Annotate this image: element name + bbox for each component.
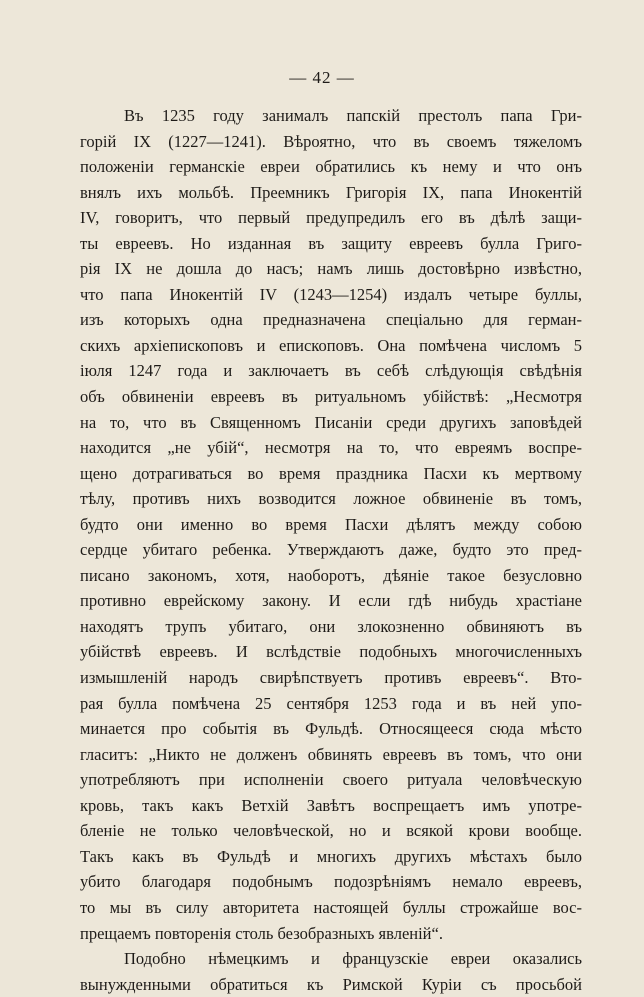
- text-line: Такъ какъ въ Фульдѣ и многихъ другихъ мѣстахъ было: [80, 846, 582, 866]
- text-line: сердце убитаго ребенка. Утверждаютъ даже, будто это пред-: [80, 540, 582, 560]
- text-line: изъ которыхъ одна предназначена спеціально для герман-: [80, 310, 582, 330]
- text-line: будто они именно во время Пасхи дѣлятъ между собою: [80, 514, 582, 534]
- text-line: писано закономъ, хотя, наоборотъ, дѣяніе такое безусловно: [80, 565, 582, 585]
- text-line: рая булла помѣчена 25 сентября 1253 года и въ ней упо-: [80, 693, 582, 713]
- text-line: употребляютъ при исполненіи своего ритуала человѣческую: [80, 770, 582, 790]
- text-line: то мы въ силу авторитета настоящей буллы строжайше вос-: [80, 897, 582, 917]
- text-line: внялъ ихъ мольбѣ. Преемникъ Григорія IX, папа Инокентій: [80, 182, 582, 202]
- text-line: бленіе не только человѣческой, но и всякой крови вообще.: [80, 821, 582, 841]
- text-line: тѣлу, противъ нихъ возводится ложное обвиненіе въ томъ,: [80, 489, 582, 509]
- body-text: [80, 103, 582, 997]
- text-line: щено дотрагиваться во время праздника Пасхи къ мертвому: [80, 463, 582, 483]
- text-line: находится „не убій“, несмотря на то, что евреямъ воспре-: [80, 438, 582, 458]
- text-line: скихъ архіепископовъ и епископовъ. Она помѣчена числомъ 5: [80, 335, 582, 355]
- page-number: — 42 —: [289, 68, 355, 87]
- text-line: измышленій народъ свирѣпствуетъ противъ евреевъ“. Вто-: [80, 668, 582, 688]
- text-line: находятъ трупъ убитаго, они злокозненно обвиняютъ въ: [80, 616, 582, 636]
- text-line: на то, что въ Священномъ Писаніи среди другихъ заповѣдей: [80, 412, 582, 432]
- text-line: убито благодаря подобнымъ подозрѣніямъ немало евреевъ,: [80, 872, 582, 892]
- text-line: IV, говоритъ, что первый предупредилъ его въ дѣлѣ защи-: [80, 208, 582, 228]
- text-line: Въ 1235 году занималъ папскій престолъ папа Гри-: [124, 106, 582, 125]
- text-line: кровь, такъ какъ Ветхій Завѣтъ воспрещаетъ имъ употре-: [80, 795, 582, 815]
- text-line: іюля 1247 года и заключаетъ въ себѣ слѣдующія свѣдѣнія: [80, 361, 582, 381]
- paragraph-last-line: прещаемъ повторенія столь безобразныхъ явленій“.: [80, 923, 443, 943]
- text-line: объ обвиненіи евреевъ въ ритуальномъ убійствѣ: „Несмотря: [80, 387, 582, 407]
- text-line: рія IX не дошла до насъ; намъ лишь достовѣрно извѣстно,: [80, 259, 582, 279]
- text-line: минается про событія въ Фульдѣ. Относящееся сюда мѣсто: [80, 719, 582, 739]
- text-line: Подобно нѣмецкимъ и французскіе евреи оказались: [124, 949, 582, 969]
- text-line: убійствѣ евреевъ. И вслѣдствіе подобныхъ многочисленныхъ: [80, 642, 582, 662]
- text-line: положеніи германскіе евреи обратились къ нему и что онъ: [80, 157, 582, 177]
- text-line: вынужденными обратиться къ Римской Куріи съ просьбой: [80, 974, 582, 994]
- text-line: гласитъ: „Никто не долженъ обвинять евреевъ въ томъ, что они: [80, 744, 582, 764]
- text-line: горій IX (1227—1241). Вѣроятно, что въ своемъ тяжеломъ: [80, 131, 582, 151]
- text-line: противно еврейскому закону. И если гдѣ нибудь храстіане: [80, 591, 582, 611]
- text-line: ты евреевъ. Но изданная въ защиту евреевъ булла Григо-: [80, 233, 582, 253]
- text-line: что папа Инокентій IV (1243—1254) издалъ четыре буллы,: [80, 284, 582, 304]
